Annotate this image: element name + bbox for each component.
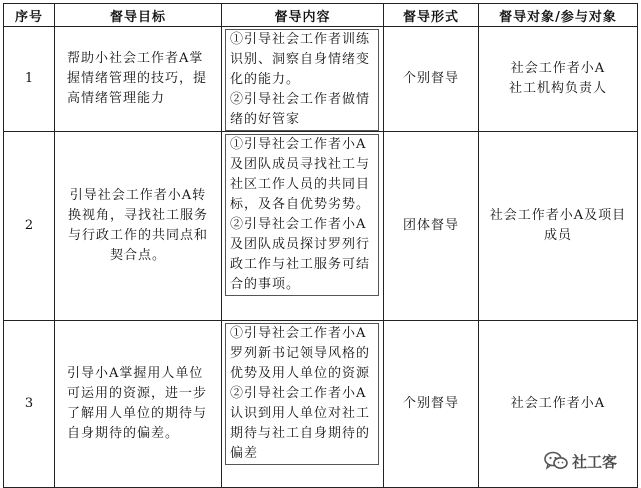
- content-item: ①引导社会工作者小A及团队成员寻找社工与社区工作人员的共同目标，及各自优势劣势。: [230, 137, 371, 212]
- supervision-plan-table-wrapper: [3, 3, 637, 488]
- supervision-content: [222, 27, 384, 132]
- content-item: ②引导社会工作者小A及团队成员探讨罗列行政工作与社工服务可结合的事项。: [230, 217, 371, 292]
- content-item: ②引导社会工作者小A认识到用人单位对社工期待与社工自身期待的偏差: [230, 386, 371, 461]
- header-target: 督导对象/参与对象: [479, 4, 638, 27]
- header-content: 督导内容: [222, 4, 384, 27]
- row-number: 1: [4, 27, 55, 132]
- table-header-row: [4, 4, 638, 27]
- content-item: ①引导社会工作者小A罗列新书记领导风格的优势及用人单位的资源: [230, 326, 371, 381]
- wechat-icon: [544, 451, 568, 471]
- supervision-form: 个别督导: [384, 321, 479, 488]
- supervision-form: 个别督导: [384, 27, 479, 132]
- row-number: 3: [4, 321, 55, 488]
- supervision-content: [222, 132, 384, 321]
- header-form: 督导形式: [384, 4, 479, 27]
- content-item: ②引导社会工作者做情绪的好管家: [230, 92, 371, 127]
- supervision-goal: 帮助小社会工作者A掌握情绪管理的技巧，提高情绪管理能力: [55, 27, 222, 132]
- table-row: [4, 132, 638, 321]
- supervision-form: 团体督导: [384, 132, 479, 321]
- content-box: [225, 323, 379, 465]
- target-text: 社会工作者小A及项目成员: [489, 208, 627, 243]
- header-goal: 督导目标: [55, 4, 222, 27]
- table-row: [4, 27, 638, 132]
- row-number: 2: [4, 132, 55, 321]
- supervision-target: [479, 132, 638, 321]
- watermark-label: 社工客: [572, 452, 618, 471]
- content-box: [225, 134, 379, 296]
- content-item: ①引导社会工作者训练识别、洞察自身情绪变化的能力。: [230, 32, 371, 87]
- supervision-goal: 引导社会工作者小A转换视角，寻找社工服务与行政工作的共同点和契合点。: [55, 132, 222, 321]
- supervision-plan-table: [3, 3, 638, 488]
- target-text: 社会工作者小A: [510, 396, 606, 411]
- header-no: 序号: [4, 4, 55, 27]
- content-box: [225, 29, 379, 131]
- supervision-target: [479, 27, 638, 132]
- target-text: 社会工作者小A 社工机构负责人: [508, 61, 607, 96]
- supervision-goal: 引导小A掌握用人单位可运用的资源，进一步了解用人单位的期待与自身期待的偏差。: [55, 321, 222, 488]
- supervision-content: [222, 321, 384, 488]
- table-row: [4, 321, 638, 488]
- watermark: [544, 447, 617, 475]
